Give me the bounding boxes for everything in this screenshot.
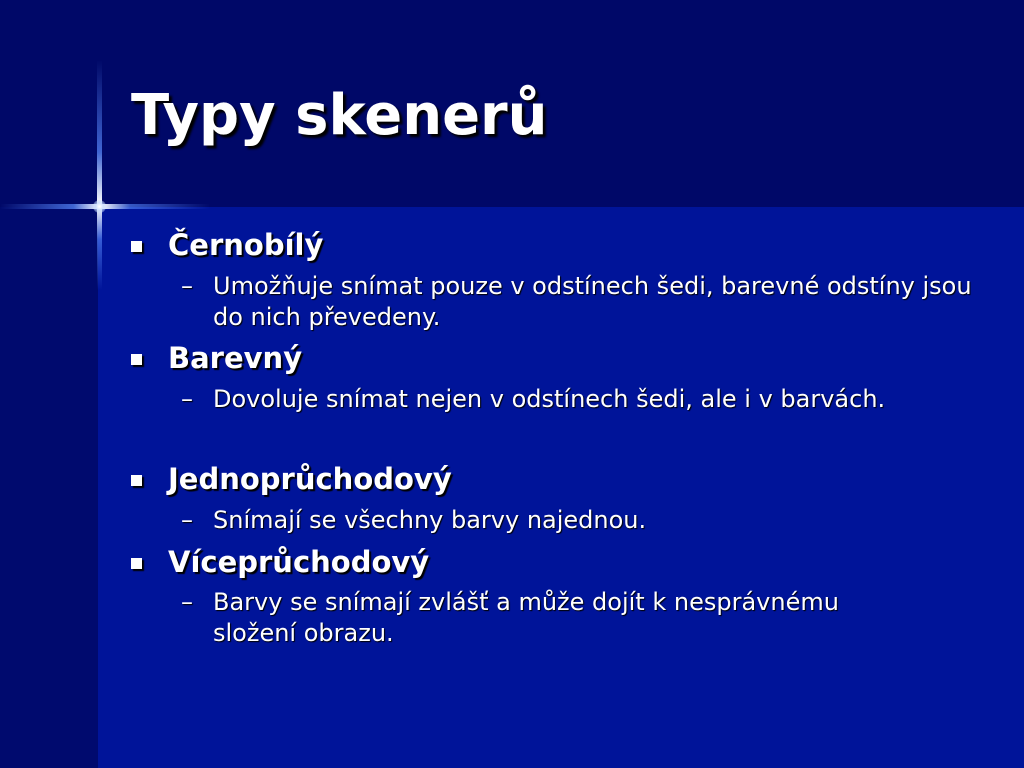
slide-title: Typy skenerů bbox=[131, 83, 548, 148]
sparkle-vertical-ray bbox=[97, 60, 102, 290]
square-bullet-icon bbox=[131, 241, 142, 252]
dash-bullet-icon: – bbox=[181, 272, 193, 300]
square-bullet-icon bbox=[131, 475, 142, 486]
list-item-label: Černobílý bbox=[168, 228, 324, 262]
sparkle-star-icon bbox=[93, 200, 106, 213]
dash-bullet-icon: – bbox=[181, 588, 193, 616]
dash-bullet-icon: – bbox=[181, 385, 193, 413]
square-bullet-icon bbox=[131, 354, 142, 365]
list-item-label: Víceprůchodový bbox=[168, 545, 430, 579]
list-subitem: Barvy se snímají zvlášť a může dojít k nesprávnému složení obrazu. bbox=[213, 588, 839, 647]
list-subitem: Snímají se všechny barvy najednou. bbox=[213, 506, 647, 534]
list-subitem: Umožňuje snímat pouze v odstínech šedi, barevné odstíny jsou do nich převedeny. bbox=[213, 272, 972, 331]
square-bullet-icon bbox=[131, 558, 142, 569]
list-subitem: Dovoluje snímat nejen v odstínech šedi, ale i v barvách. bbox=[213, 385, 886, 413]
dash-bullet-icon: – bbox=[181, 506, 193, 534]
background-left-strip bbox=[0, 207, 98, 768]
list-item-label: Jednoprůchodový bbox=[168, 462, 452, 496]
list-item-label: Barevný bbox=[168, 341, 303, 375]
